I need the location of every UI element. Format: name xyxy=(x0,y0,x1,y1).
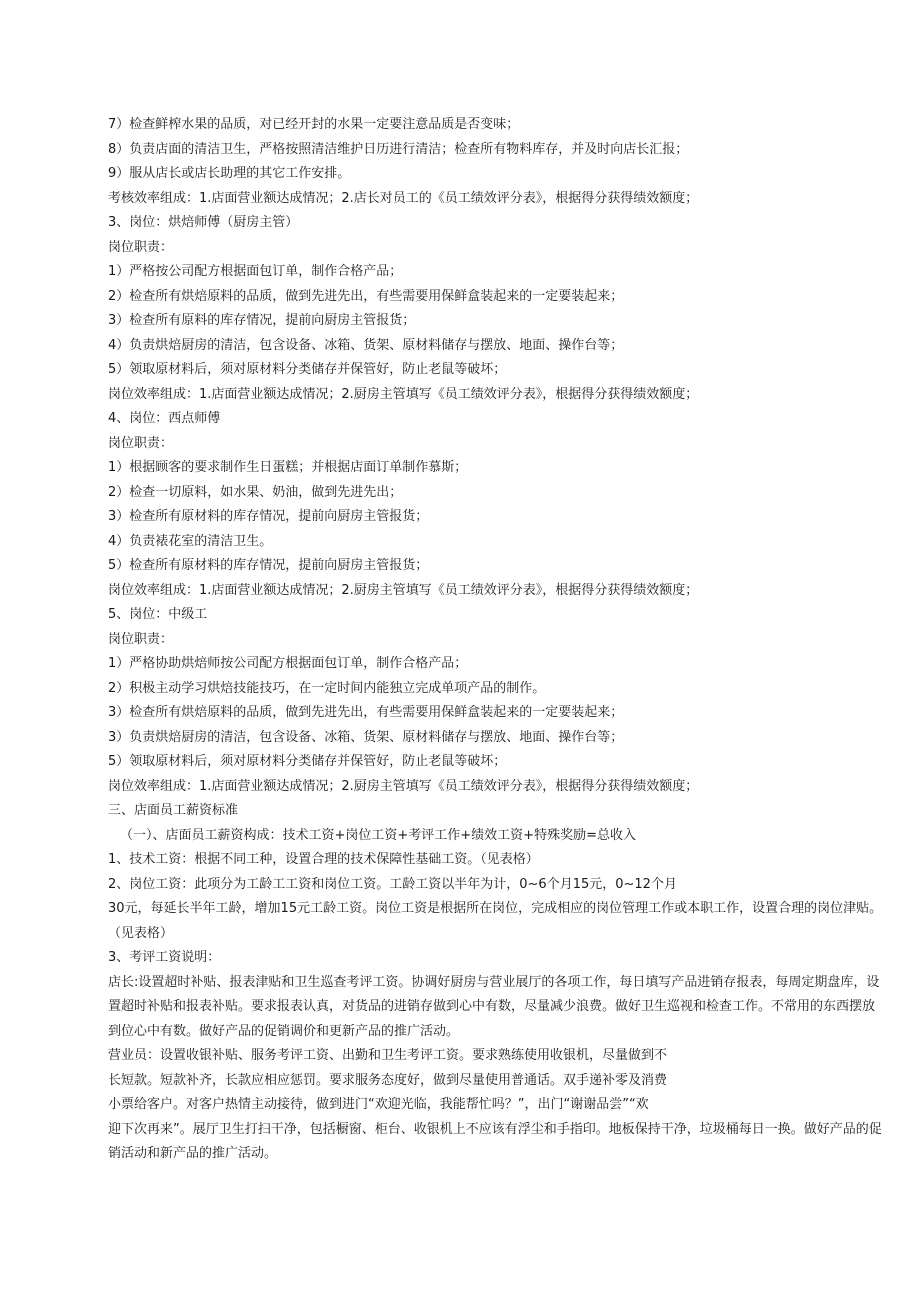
text-line: 3）检查所有烘焙原料的品质，做到先进先出，有些需要用保鲜盒装起来的一定要装起来； xyxy=(108,705,624,720)
text-line: 岗位效率组成：1.店面营业额达成情况；2.厨房主管填写《员工绩效评分表》，根据得分获得绩效额度； xyxy=(108,778,699,794)
text-line: 小票给客户。对客户热情主动接待，做到进门“欢迎光临，我能帮忙吗？”，出门“谢谢品尝”“欢 xyxy=(108,1097,649,1112)
text-line: 5）领取原材料后，须对原材料分类储存并保管好，防止老鼠等破坏； xyxy=(108,362,507,377)
chapter-heading: 三、店面员工薪资标准 xyxy=(108,803,239,818)
text-line: 岗位职责： xyxy=(108,631,174,647)
text-line: 2、岗位工资：此项分为工龄工工资和岗位工资。工龄工资以半年为计，0~6个月15元，0~12个月 xyxy=(108,876,677,892)
text-line: 2）检查一切原料，如水果、奶油，做到先进先出； xyxy=(108,484,403,500)
text-paragraph: 30元，每延长半年工龄，增加15元工龄工资。岗位工资是根据所在岗位，完成相应的岗位管理工作或本职工作，设置合理的岗位津贴。（见表格） xyxy=(108,901,883,941)
text-line: 1、技术工资：根据不同工种，设置合理的技术保障性基础工资。（见表格） xyxy=(108,852,539,867)
text-line: 1）根据顾客的要求制作生日蛋糕；并根据店面订单制作慕斯； xyxy=(108,460,468,475)
text-line: 岗位职责： xyxy=(108,435,174,451)
text-line: 9）服从店长或店长助理的其它工作安排。 xyxy=(108,166,351,181)
text-line: 岗位效率组成：1.店面营业额达成情况；2.厨房主管填写《员工绩效评分表》，根据得分获得绩效额度； xyxy=(108,582,699,598)
text-line: 1）严格协助烘焙师按公司配方根据面包订单，制作合格产品； xyxy=(108,656,468,671)
text-line: 长短款。短款补齐，长款应相应惩罚。要求服务态度好，做到尽量使用普通话。双手递补零及消费 xyxy=(108,1072,668,1088)
text-line: 4）负责烘焙厨房的清洁，包含设备、冰箱、货架、原材料储存与摆放、地面、操作台等； xyxy=(108,337,624,353)
text-line: 4）负责裱花室的清洁卫生。 xyxy=(108,533,273,549)
text-line: 岗位效率组成：1.店面营业额达成情况；2.厨房主管填写《员工绩效评分表》，根据得分获得绩效额度； xyxy=(108,386,699,402)
section-heading: 3、岗位：烘焙师傅（厨房主管） xyxy=(108,215,299,230)
text-line: 营业员：设置收银补贴、服务考评工资、出勤和卫生考评工资。要求熟练使用收银机，尽量做到不 xyxy=(108,1048,668,1063)
text-line: 3）负责烘焙厨房的清洁，包含设备、冰箱、货架、原材料储存与摆放、地面、操作台等； xyxy=(108,729,624,745)
text-line: 2）积极主动学习烘焙技能技巧，在一定时间内能独立完成单项产品的制作。 xyxy=(108,680,546,696)
text-line: 5）领取原材料后，须对原材料分类储存并保管好，防止老鼠等破坏； xyxy=(108,754,507,769)
subsection-heading: （一）、店面员工薪资构成：技术工资+岗位工资+考评工作+绩效工资+特殊奖励=总收入 xyxy=(120,827,636,843)
text-paragraph: 店长:设置超时补贴、报表津贴和卫生巡查考评工资。协调好厨房与营业展厅的各项工作，每日填写产品进销存报表，每周定期盘库，设置超时补贴和报表补贴。要求报表认真，对货品的进销存做到心中有数，尽量减少浪费。做好卫生巡视和检查工作。不常用的东西摆放到位心中有数。做好产品的促销调价和更新产品的推广活动。 xyxy=(108,974,880,1039)
text-line: 3）检查所有原材料的库存情况，提前向厨房主管报货； xyxy=(108,509,429,524)
section-heading: 5、岗位：中级工 xyxy=(108,607,208,622)
text-line: 3）检查所有原料的库存情况，提前向厨房主管报货； xyxy=(108,313,416,328)
text-line: 1）严格按公司配方根据面包订单，制作合格产品； xyxy=(108,264,403,279)
text-line: 5）检查所有原材料的库存情况，提前向厨房主管报货； xyxy=(108,558,429,573)
text-paragraph: 迎下次再来”。展厅卫生打扫干净，包括橱窗、柜台、收银机上不应该有浮尘和手指印。地板保持干净，垃圾桶每日一换。做好产品的促销活动和新产品的推广活动。 xyxy=(108,1121,882,1161)
text-line: 7）检查鲜榨水果的品质，对已经开封的水果一定要注意品质是否变味； xyxy=(108,117,520,132)
text-line: 考核效率组成：1.店面营业额达成情况；2.店长对员工的《员工绩效评分表》，根据得分获得绩效额度； xyxy=(108,190,699,206)
section-heading: 3、考评工资说明： xyxy=(108,950,221,965)
text-line: 岗位职责： xyxy=(108,239,174,255)
text-line: 8）负责店面的清洁卫生，严格按照清洁维护日历进行清洁；检查所有物料库存，并及时向店长汇报； xyxy=(108,141,689,157)
section-heading: 4、岗位：西点师傅 xyxy=(108,411,221,426)
text-line: 2）检查所有烘焙原料的品质，做到先进先出，有些需要用保鲜盒装起来的一定要装起来； xyxy=(108,288,624,304)
document-body xyxy=(108,113,886,1167)
